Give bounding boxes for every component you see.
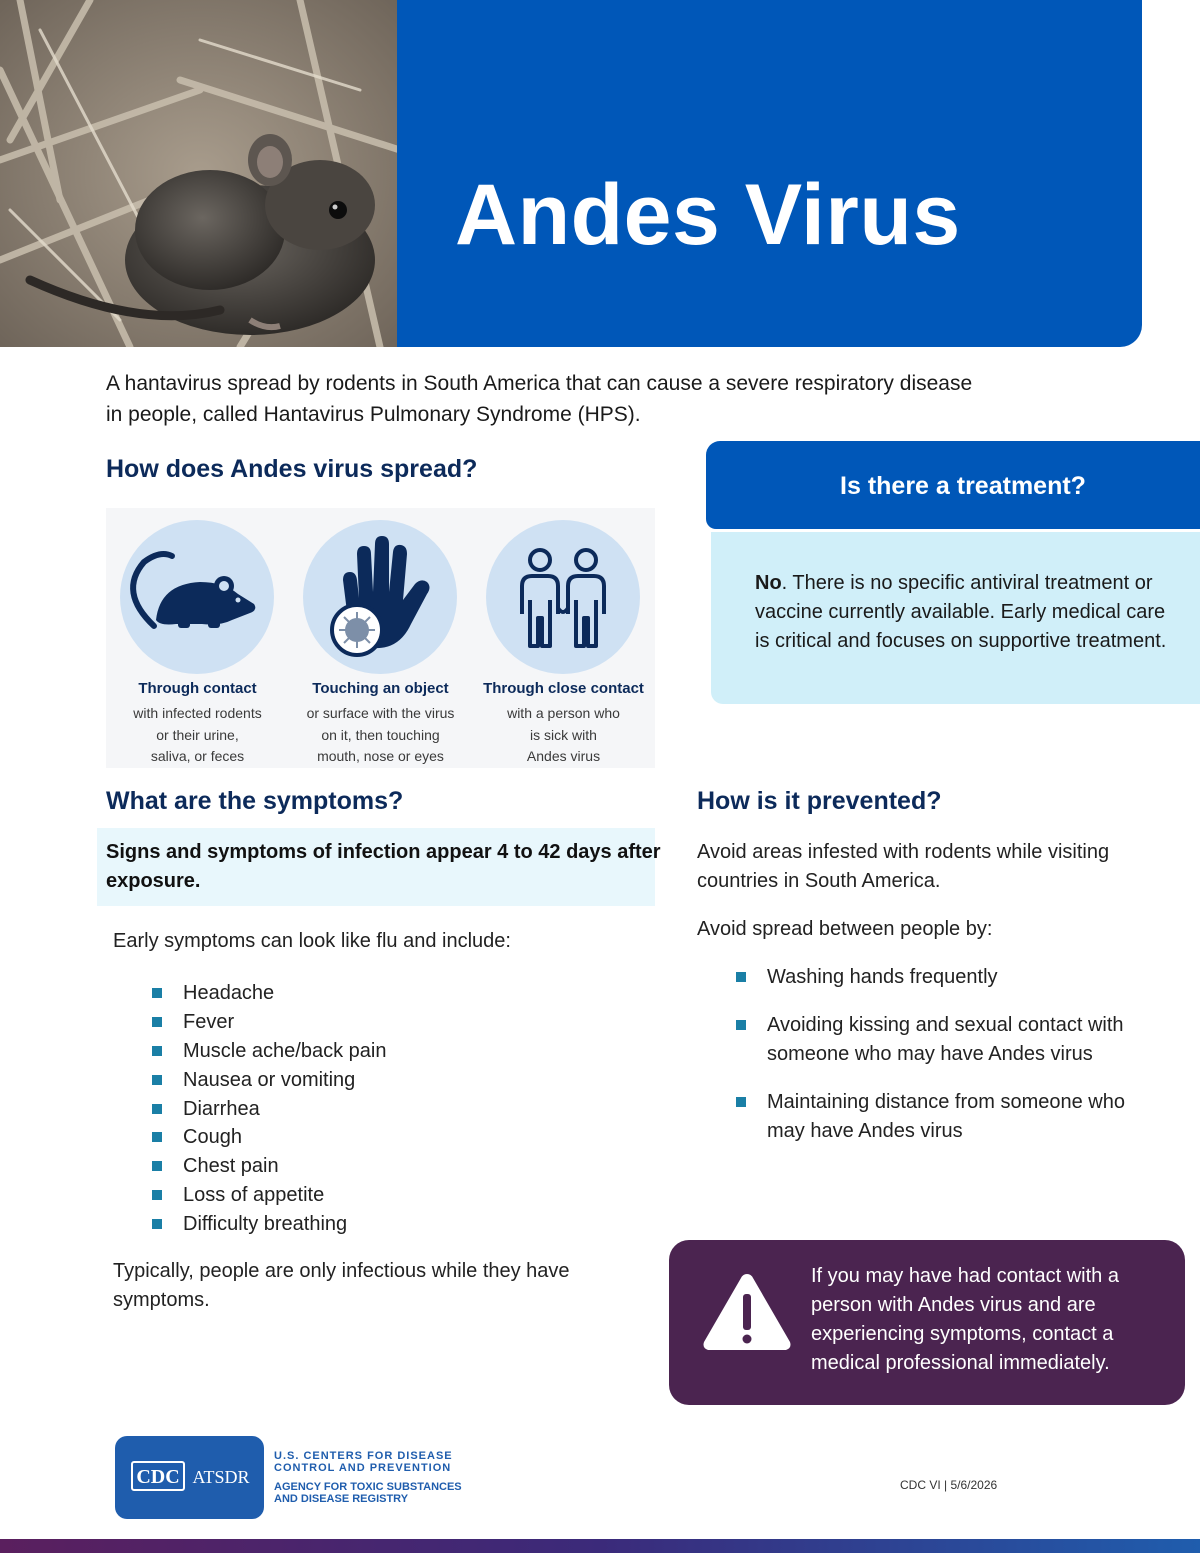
- early-symptoms-intro: Early symptoms can look like flu and include:: [113, 930, 511, 952]
- prevention-paragraph-1: Avoid areas infested with rodents while visiting countries in South America.: [697, 841, 1110, 892]
- treatment-answer: [755, 569, 1175, 656]
- bullet-square-icon: [152, 1046, 162, 1056]
- list-item-label: Cough: [183, 1126, 242, 1149]
- list-item-label: Fever: [183, 1010, 235, 1033]
- bullet-square-icon: [736, 1020, 746, 1030]
- list-item: [736, 963, 1166, 992]
- list-item: [152, 1037, 386, 1066]
- cdc-logo-text: CDC: [136, 1466, 180, 1488]
- agency-line: CONTROL AND PREVENTION: [274, 1462, 452, 1474]
- list-item-label: Chest pain: [183, 1155, 279, 1178]
- list-item-label: Headache: [183, 982, 275, 1004]
- list-item-label: Loss of appetite: [183, 1184, 325, 1207]
- spread-item-title: Through contact: [138, 680, 257, 697]
- desc-line: on it, then touching: [321, 726, 440, 743]
- bullet-square-icon: [152, 1017, 162, 1027]
- intro-text: [106, 368, 1096, 430]
- cdc-atsdr-logo: [115, 1436, 264, 1519]
- atsdr-logo-text: ATSDR: [192, 1467, 250, 1487]
- page-title: Andes Virus: [455, 167, 961, 263]
- footer-color-bar: [0, 1539, 1200, 1553]
- symptoms-callout-text: Signs and symptoms of infection appear 4 to 42 days after exposure.: [106, 841, 661, 892]
- bullet-square-icon: [152, 1161, 162, 1171]
- bullet-square-icon: [152, 1104, 162, 1114]
- spread-item-desc: [100, 703, 295, 768]
- rodent-icon: [120, 520, 274, 674]
- treatment-answer-rest: . There is no specific antiviral treatment or vaccine currently available. Early medical care is critical and focuses on supportive treatment.: [755, 572, 1167, 652]
- spread-item-desc: [466, 703, 661, 768]
- spread-item-object-touch: [289, 508, 472, 768]
- spread-item-desc: [283, 703, 478, 768]
- desc-line: mouth, nose or eyes: [317, 748, 444, 764]
- bullet-square-icon: [152, 1190, 162, 1200]
- agency-line: AND DISEASE REGISTRY: [274, 1493, 409, 1505]
- agency-name-atsdr: [274, 1481, 514, 1505]
- desc-line: Andes virus: [526, 748, 601, 764]
- list-item-label: Nausea or vomiting: [183, 1068, 356, 1091]
- treatment-answer-bold: No: [755, 572, 782, 594]
- bullet-square-icon: [736, 972, 746, 982]
- intro-line-1: A hantavirus spread by rodents in South America that can cause a severe respiratory disease: [106, 372, 973, 395]
- list-item: [152, 1095, 386, 1124]
- list-item-label: Diarrhea: [183, 1097, 260, 1120]
- bullet-square-icon: [152, 1219, 162, 1229]
- desc-line: with infected rodents: [133, 705, 262, 721]
- agency-line: AGENCY FOR TOXIC SUBSTANCES: [274, 1481, 462, 1493]
- agency-line: U.S. CENTERS FOR DISEASE: [274, 1450, 453, 1462]
- hand-virus-icon: [303, 520, 457, 674]
- desc-line: saliva, or feces: [150, 748, 245, 764]
- list-item: [152, 1066, 386, 1095]
- symptoms-list: [152, 979, 386, 1239]
- bullet-square-icon: [152, 1075, 162, 1085]
- prevention-list: [736, 963, 1166, 1165]
- list-item-label: Avoiding kissing and sexual contact with someone who may have Andes virus: [767, 1014, 1124, 1065]
- document-code: CDC VI | 5/6/2026: [900, 1478, 998, 1492]
- spread-infographic: [106, 508, 655, 768]
- spread-item-title: Through close contact: [483, 680, 644, 697]
- list-item: [736, 1088, 1166, 1146]
- list-item-label: Muscle ache/back pain: [183, 1039, 387, 1062]
- two-people-icon: [486, 520, 640, 674]
- spread-item-person-contact: [472, 508, 655, 768]
- prevention-heading: How is it prevented?: [697, 787, 942, 815]
- treatment-heading: Is there a treatment?: [840, 472, 1086, 500]
- bullet-square-icon: [736, 1097, 746, 1107]
- infectious-note: Typically, people are only infectious while they have symptoms.: [113, 1260, 570, 1311]
- spread-heading: How does Andes virus spread?: [106, 455, 478, 483]
- spread-item-rodent-contact: [106, 508, 289, 768]
- desc-line: is sick with: [530, 726, 597, 743]
- list-item: [152, 1210, 386, 1239]
- list-item-label: Washing hands frequently: [767, 966, 998, 988]
- spread-item-title: Touching an object: [312, 680, 449, 697]
- agency-name-cdc: [274, 1450, 514, 1474]
- bullet-square-icon: [152, 1132, 162, 1142]
- warning-text: If you may have had contact with a person with Andes virus and are experiencing symptoms, contact a medical professional immediately.: [811, 1265, 1119, 1374]
- desc-line: or surface with the virus: [306, 705, 455, 721]
- bullet-square-icon: [152, 988, 162, 998]
- list-item: [152, 1008, 386, 1037]
- list-item-label: Difficulty breathing: [183, 1213, 348, 1236]
- rodent-photo: [0, 0, 400, 347]
- list-item: [152, 979, 386, 1008]
- symptoms-heading: What are the symptoms?: [106, 787, 404, 815]
- desc-line: with a person who: [507, 705, 620, 721]
- intro-line-2: in people, called Hantavirus Pulmonary Syndrome (HPS).: [106, 403, 641, 426]
- list-item: [152, 1152, 386, 1181]
- prevention-paragraph-2: Avoid spread between people by:: [697, 918, 993, 940]
- desc-line: or their urine,: [156, 726, 239, 743]
- list-item: [152, 1181, 386, 1210]
- list-item: [152, 1123, 386, 1152]
- list-item-label: Maintaining distance from someone who may have Andes virus: [767, 1091, 1125, 1142]
- list-item: [736, 1011, 1166, 1069]
- warning-triangle-icon: [700, 1270, 794, 1359]
